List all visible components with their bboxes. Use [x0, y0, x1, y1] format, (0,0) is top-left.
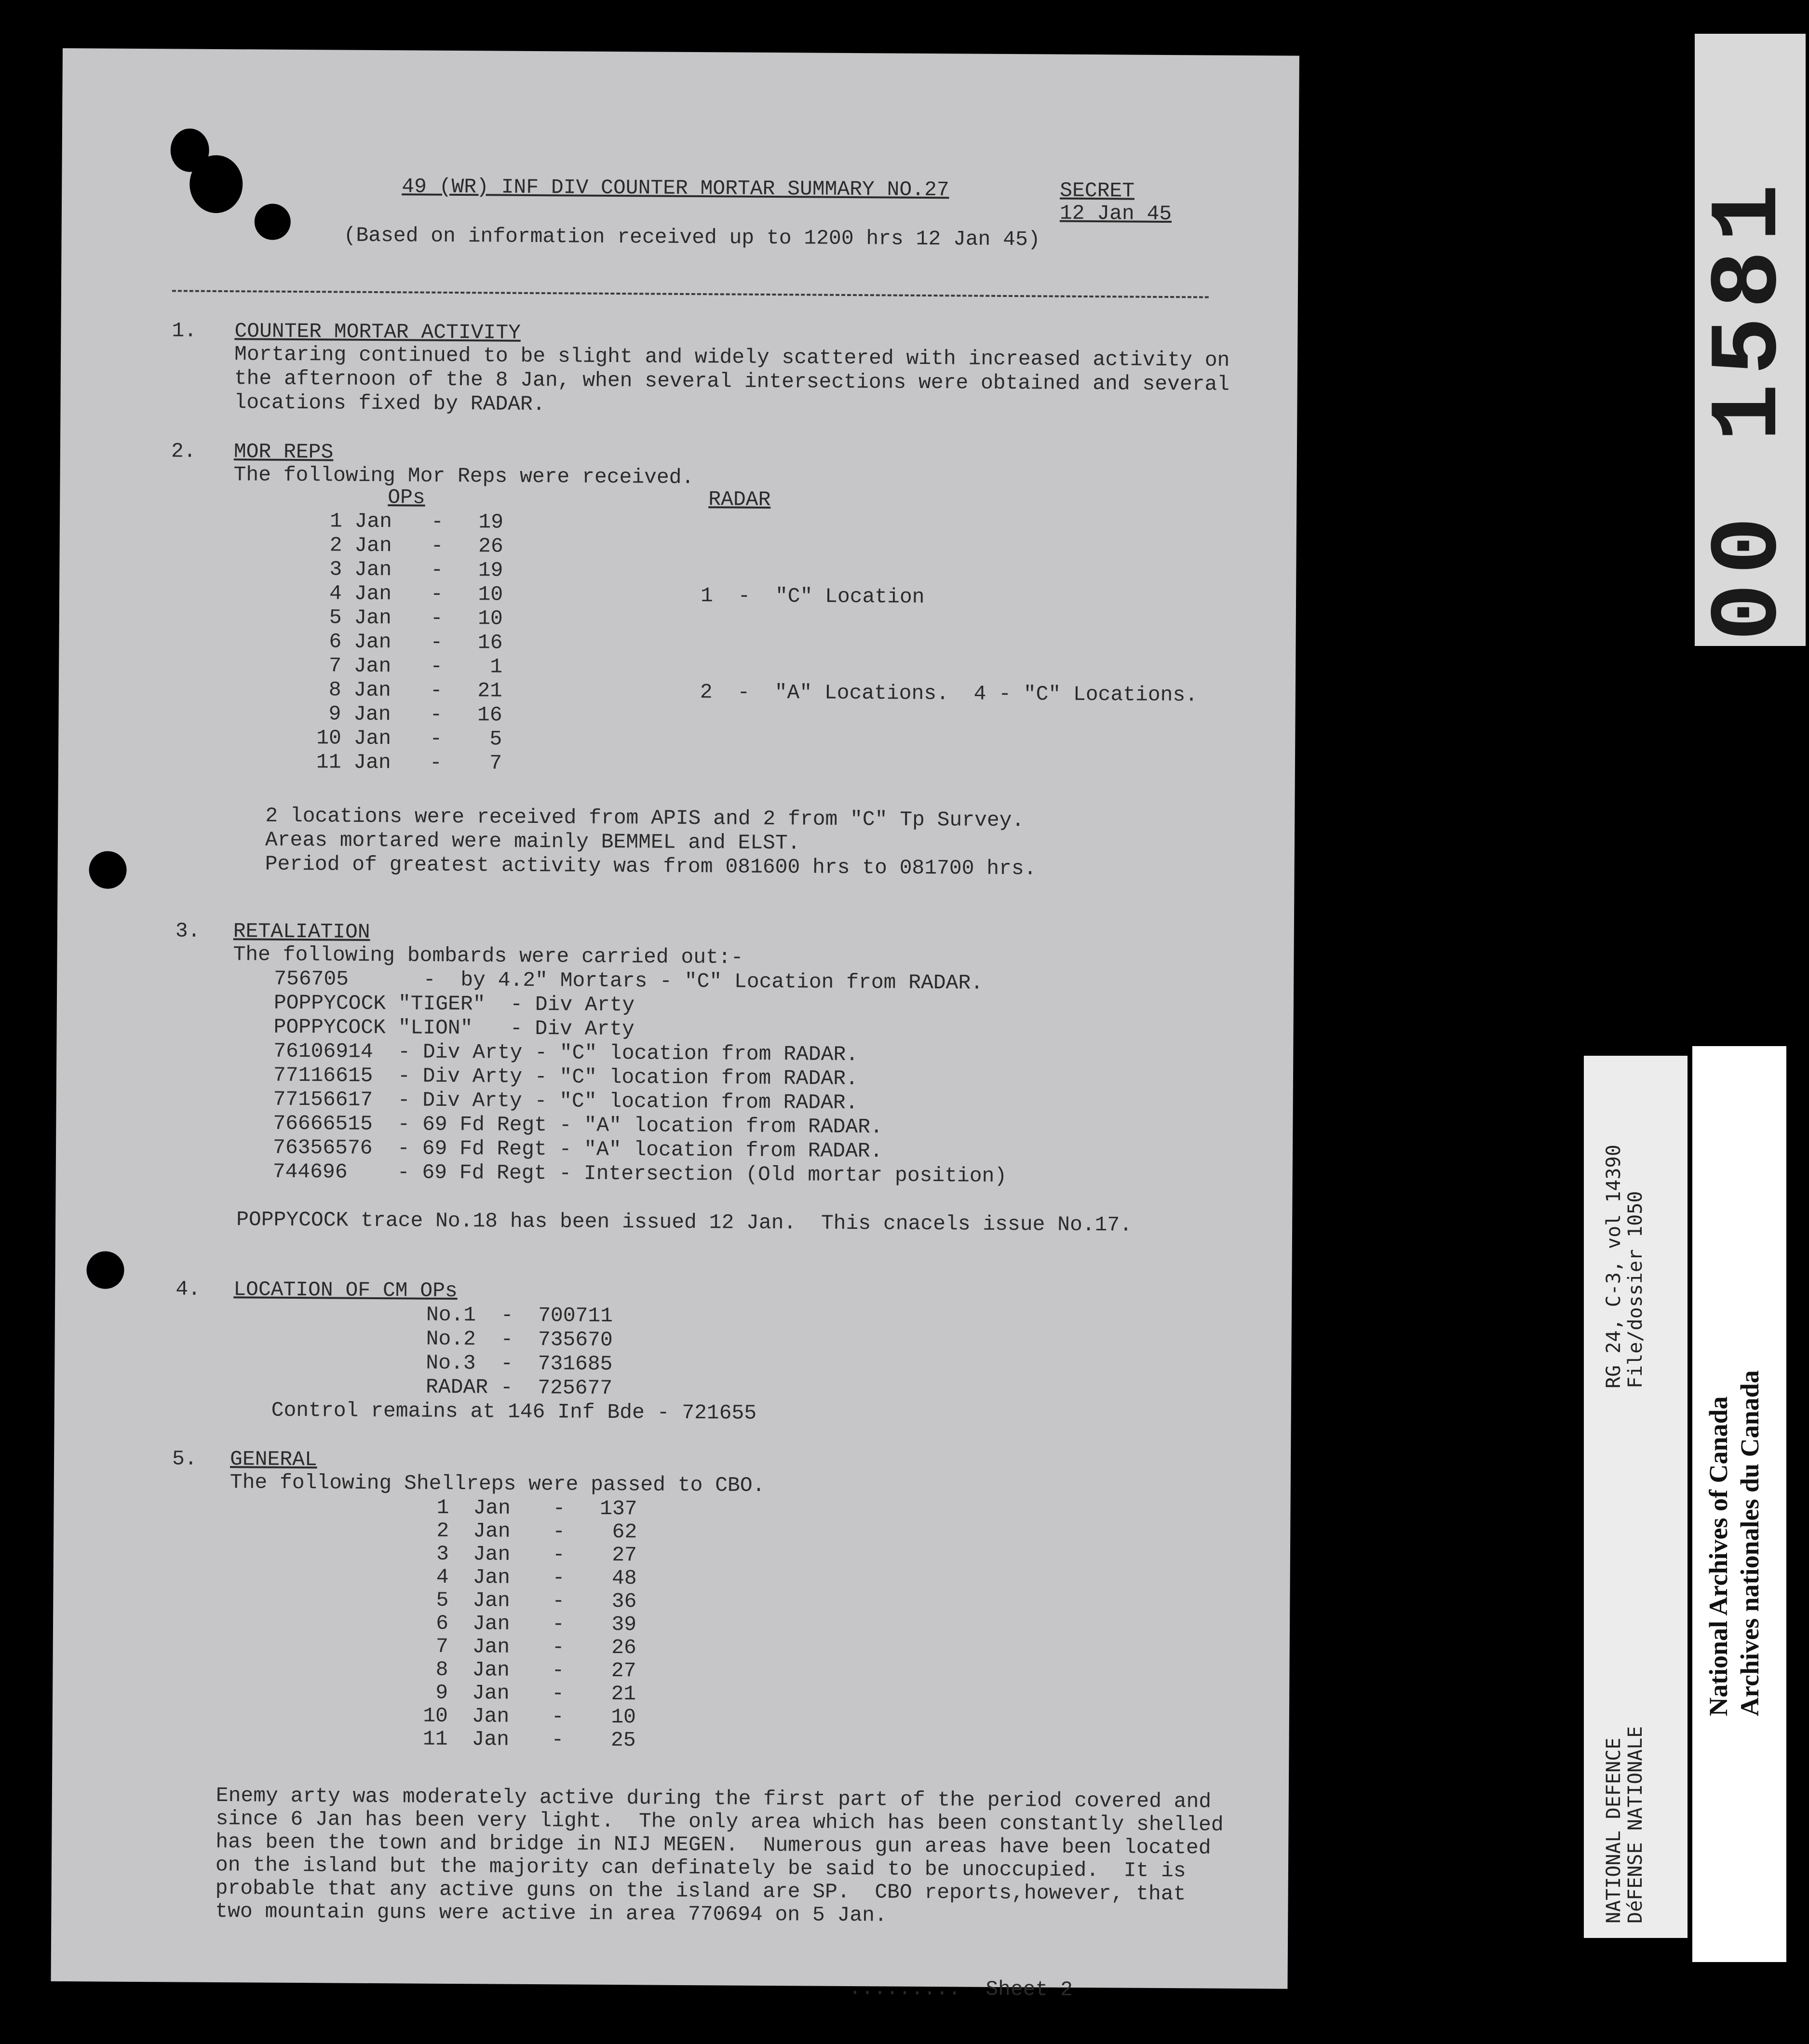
table-row-day: 8 Jan: [328, 678, 392, 702]
op-location-row: No.1 - 700711: [426, 1303, 613, 1328]
shellrep-day: 1: [436, 1495, 449, 1520]
department-line1: NATIONAL DEFENCE: [1603, 1737, 1625, 1923]
op-location-row: No.3 - 731685: [426, 1351, 613, 1376]
table-row-day: 10 Jan: [316, 726, 392, 751]
table-row-sep: -: [431, 510, 444, 534]
paragraph-line: Mortaring continued to be slight and widely scattered with increased activity on: [234, 342, 1230, 372]
table-row-day: 11 Jan: [316, 750, 391, 775]
shellrep-count: 62: [612, 1520, 637, 1544]
frame-number: 00 1581: [1695, 175, 1805, 641]
shellrep-sep: -: [553, 1520, 566, 1544]
shellrep-day: 6: [436, 1611, 449, 1635]
punch-hole: [89, 851, 126, 888]
table-row-day: 1 Jan: [329, 509, 392, 534]
table-row-ops: 19: [478, 510, 504, 534]
section-heading: LOCATION OF CM OPs: [233, 1278, 458, 1303]
paragraph-line: the afternoon of the 8 Jan, when several intersections were obtained and several: [234, 366, 1230, 396]
table-row-ops: 19: [478, 558, 503, 582]
column-header-ops: OPs: [388, 485, 425, 510]
table-row-ops: 5: [489, 727, 502, 751]
bombard-row: 76356576 - 69 Fd Regt - "A" location from RADAR.: [272, 1135, 883, 1163]
shellrep-month: Jan: [472, 1704, 510, 1728]
section-number: 2.: [171, 439, 196, 463]
archive-reference-line2: File/dossier 1050: [1624, 1191, 1647, 1388]
note-line: Period of greatest activity was from 081600 hrs to 081700 hrs.: [265, 852, 1037, 881]
table-row-day: 7 Jan: [329, 654, 392, 678]
note-line: Areas mortared were mainly BEMMEL and ELST.: [265, 828, 800, 855]
shellrep-month: Jan: [472, 1635, 510, 1659]
paragraph-line: Enemy arty was moderately active during the first part of the period covered and: [216, 1784, 1212, 1814]
shellrep-month: Jan: [473, 1496, 511, 1520]
shellrep-sep: -: [553, 1496, 566, 1520]
bombard-row: 76106914 - Div Arty - "C" location from RADAR.: [273, 1039, 859, 1067]
paragraph-line: on the island but the majority can definately be said to be unoccupied. It is: [215, 1853, 1186, 1883]
table-row-ops: 16: [477, 703, 502, 727]
table-row-ops: 1: [490, 655, 503, 679]
shellrep-sep: -: [552, 1612, 565, 1636]
shellrep-count: 36: [611, 1589, 637, 1614]
header-divider: [172, 290, 1209, 298]
bombard-row: POPPYCOCK "TIGER" - Div Arty: [273, 991, 635, 1017]
shellrep-day: 4: [436, 1565, 449, 1589]
shellrep-sep: -: [551, 1705, 564, 1729]
table-row-day: 5 Jan: [329, 605, 392, 630]
note-line: Control remains at 146 Inf Bde - 721655: [271, 1398, 757, 1425]
shellrep-month: Jan: [472, 1542, 511, 1566]
shellrep-day: 10: [423, 1704, 448, 1728]
sheet-footer: ......... Sheet 2: [849, 1977, 1073, 2002]
table-row-sep: -: [430, 726, 443, 751]
bombard-row: 756705 - by 4.2" Mortars - "C" Location from RADAR.: [274, 967, 984, 995]
table-row-day: 3 Jan: [329, 557, 392, 582]
department-line2: DéFENSE NATIONALE: [1624, 1726, 1647, 1923]
paragraph-line: since 6 Jan has been very light. The only area which has been constantly shelled: [216, 1807, 1224, 1837]
table-row-sep: -: [430, 702, 443, 726]
section-intro: The following Shellreps were passed to CBO.: [230, 1470, 765, 1497]
table-row-sep: -: [430, 582, 444, 606]
section-number: 3.: [175, 919, 201, 943]
table-row-sep: -: [430, 630, 443, 654]
table-row-ops: 10: [478, 582, 503, 606]
bombard-row: 76666515 - 69 Fd Regt - "A" location from RADAR.: [273, 1111, 883, 1139]
document-subtitle: (Based on information received up to 1200 hrs 12 Jan 45): [343, 223, 1040, 252]
table-row-ops: 7: [489, 751, 502, 775]
table-row-ops: 16: [477, 631, 503, 655]
column-header-radar: RADAR: [708, 487, 771, 511]
shellrep-count: 25: [610, 1728, 636, 1752]
shellrep-sep: -: [552, 1566, 565, 1590]
section-intro: The following Mor Reps were received.: [233, 463, 694, 490]
section-number: 1.: [172, 319, 197, 343]
note-line: 2 locations were received from APIS and 2 from "C" Tp Survey.: [265, 804, 1025, 833]
document-page: [51, 48, 1299, 2002]
paragraph-line: has been the town and bridge in NIJ MEGEN. Numerous gun areas have been located: [216, 1830, 1211, 1860]
shellrep-count: 137: [599, 1496, 637, 1521]
shellrep-month: Jan: [473, 1519, 511, 1543]
shellrep-month: Jan: [472, 1681, 510, 1705]
section-heading: COUNTER MORTAR ACTIVITY: [234, 319, 521, 345]
shellrep-day: 5: [436, 1588, 449, 1612]
section-intro: The following bombards were carried out:-: [233, 942, 743, 969]
shellrep-count: 48: [611, 1566, 637, 1590]
table-row-ops: 21: [477, 679, 503, 703]
archive-reference-line1: RG 24, C-3, vol 14390: [1603, 1144, 1625, 1388]
section-heading: GENERAL: [230, 1447, 317, 1472]
paragraph-line: two mountain guns were active in area 770694 on 5 Jan.: [215, 1899, 887, 1927]
table-row-sep: -: [431, 534, 444, 558]
shellrep-count: 39: [611, 1613, 637, 1637]
bombard-row: POPPYCOCK "LION" - Div Arty: [273, 1015, 635, 1041]
national-archives-line2: Archives nationales du Canada: [1735, 1370, 1764, 1716]
shellrep-month: Jan: [472, 1612, 510, 1636]
shellrep-count: 21: [611, 1682, 636, 1706]
note-line: POPPYCOCK trace No.18 has been issued 12 Jan. This cnacels issue No.17.: [236, 1208, 1133, 1237]
shellrep-sep: -: [552, 1635, 565, 1659]
ink-blot: [255, 203, 291, 240]
section-number: 4.: [176, 1277, 201, 1301]
document-title: 49 (WR) INF DIV COUNTER MORTAR SUMMARY NO.27: [402, 175, 949, 202]
bombard-row: 77116615 - Div Arty - "C" location from RADAR.: [273, 1063, 858, 1091]
table-row-day: 4 Jan: [329, 581, 392, 606]
shellrep-sep: -: [551, 1728, 564, 1752]
table-row-sep: -: [431, 558, 444, 582]
punch-hole: [86, 1251, 124, 1289]
shellrep-month: Jan: [472, 1565, 511, 1589]
document-date: 12 Jan 45: [1059, 201, 1172, 226]
section-heading: MOR REPS: [233, 440, 334, 464]
table-row-sep: -: [429, 751, 442, 775]
shellrep-day: 3: [436, 1542, 449, 1566]
shellrep-day: 2: [436, 1519, 449, 1543]
table-row-day: 6 Jan: [329, 630, 392, 654]
table-row-ops: 10: [478, 606, 503, 631]
table-row-sep: -: [430, 678, 443, 702]
op-location-row: No.2 - 735670: [426, 1327, 613, 1352]
bombard-row: 744696 - 69 Fd Regt - Intersection (Old mortar position): [272, 1159, 1007, 1188]
table-row-radar: 2 - "A" Locations. 4 - "C" Locations.: [700, 680, 1198, 707]
bombard-row: 77156617 - Div Arty - "C" location from RADAR.: [273, 1087, 858, 1115]
table-row-ops: 26: [478, 534, 503, 558]
section-number: 5.: [172, 1447, 197, 1471]
shellrep-month: Jan: [472, 1658, 510, 1682]
paragraph-line: probable that any active guns on the island are SP. CBO reports,however, that: [215, 1876, 1186, 1906]
shellrep-day: 11: [422, 1727, 448, 1751]
table-row-sep: -: [430, 606, 443, 630]
table-row-day: 2 Jan: [329, 533, 392, 558]
shellrep-count: 27: [612, 1543, 637, 1567]
shellrep-sep: -: [552, 1681, 565, 1706]
table-row-day: 9 Jan: [328, 702, 391, 726]
shellrep-day: 7: [435, 1634, 448, 1658]
national-archives-line1: National Archives of Canada: [1704, 1396, 1733, 1716]
shellrep-sep: -: [552, 1589, 565, 1613]
shellrep-month: Jan: [472, 1727, 510, 1751]
shellrep-month: Jan: [472, 1588, 510, 1613]
paragraph-line: locations fixed by RADAR.: [234, 390, 545, 417]
classification-label: SECRET: [1060, 178, 1135, 203]
shellrep-sep: -: [552, 1658, 565, 1682]
table-row-radar: 1 - "C" Location: [700, 584, 925, 609]
shellrep-sep: -: [552, 1543, 565, 1567]
shellrep-count: 27: [611, 1659, 636, 1683]
shellrep-count: 26: [611, 1636, 636, 1660]
shellrep-day: 9: [435, 1681, 448, 1705]
shellrep-day: 8: [435, 1657, 448, 1681]
shellrep-count: 10: [611, 1705, 636, 1729]
section-heading: RETALIATION: [233, 919, 370, 944]
op-location-row: RADAR - 725677: [425, 1375, 613, 1400]
ink-blot: [189, 155, 243, 214]
table-row-sep: -: [430, 654, 443, 678]
